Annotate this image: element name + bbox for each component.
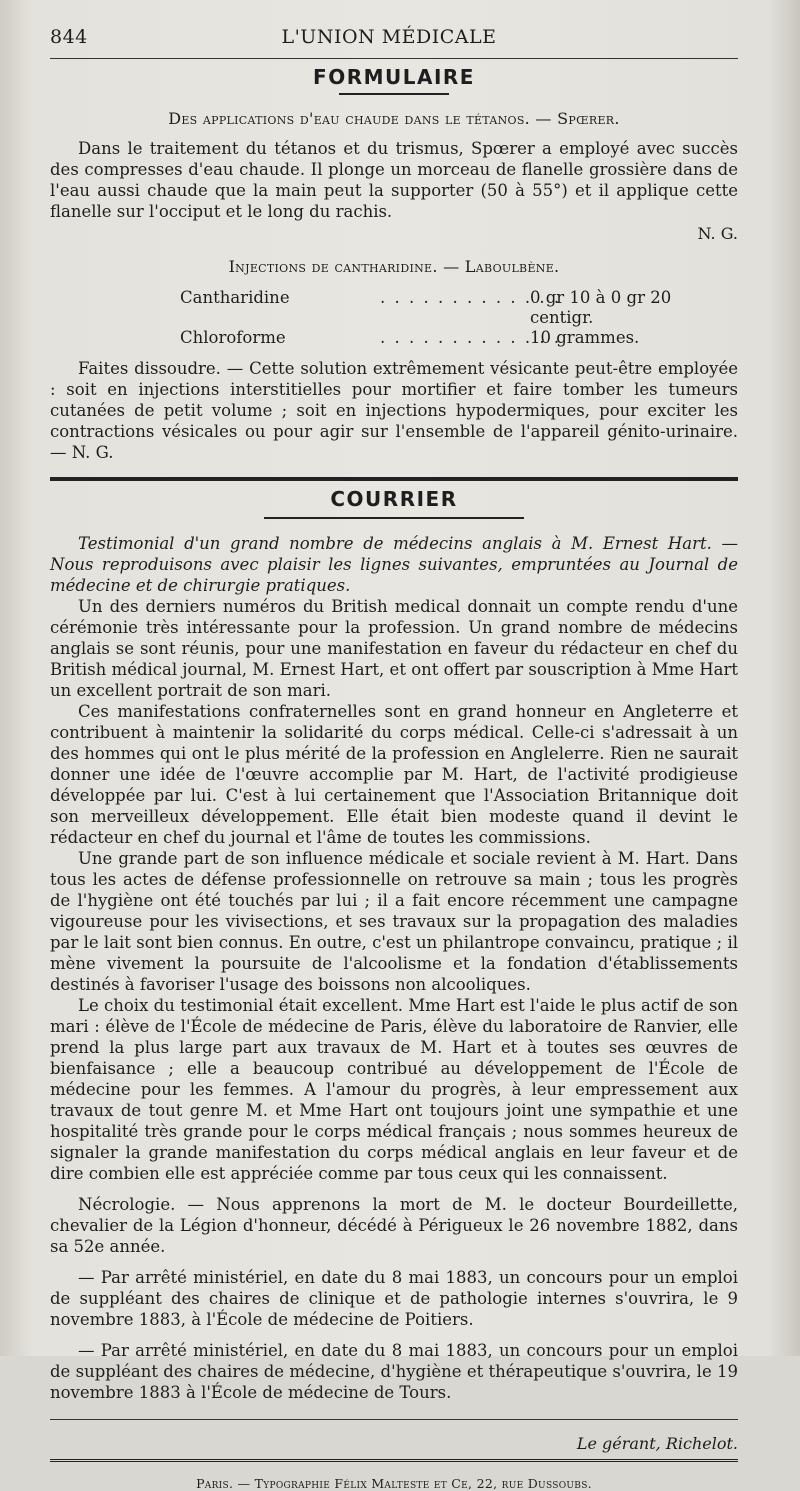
recipe-row (180, 288, 738, 328)
recipe-ingredient: Cantharidine (180, 288, 290, 307)
page-header (50, 26, 738, 48)
recipe-list (180, 288, 738, 348)
article2-heading: Injections de cantharidine. — Laboulbène. (228, 257, 560, 276)
recipe-row (180, 328, 738, 348)
arrete-notice-1: — Par arrêté ministériel, en date du 8 mai 1883, un concours pour un emploi de suppléant des chaires de clinique et de pathologie internes s'ouvrira, le 9 novembre 1883, à l'École de médecine de Poitiers. (50, 1268, 738, 1329)
courrier-paragraph: Une grande part de son influence médicale et sociale revient à M. Hart. Dans tous les actes de défense professionnelle on retrouve sa main ; tous les progrès de l'hygiène ont été touchés par lui ; il a fait encore récemment une campagne vigoureuse pour les vivisections, et ses travaux sur la propagation des maladies par le lait sont bien connus. En outre, c'est un philantrope convaincu, pratique ; il mène vivement la poursuite de l'alcoolisme et la fondation d'établissements destinés à favoriser l'usage des boissons non alcooliques. (50, 849, 738, 994)
courrier-paragraph: Le choix du testimonial était excellent. Mme Hart est l'aide le plus actif de son mari : élève de l'École de médecine de Paris, élève du laboratoire de Ranvier, elle prend la plus large part aux travaux de M. Hart et à toutes ses œuvres de bienfaisance ; elle a beaucoup contribué au développement de l'École de médecine pour les femmes. A l'amour du progrès, à leur empressement aux travaux de tout genre M. et Mme Hart ont toujours joint une sympathie et une hospitalité très grande pour le corps médical français ; nous sommes heureux de signaler la grande manifestation du corps médical anglais en leur faveur et de dire combien elle est appréciée comme par tous ceux qui les connaissent. (50, 996, 738, 1183)
article1-signature: N. G. (697, 224, 738, 243)
formulaire-title-rule (339, 93, 449, 95)
article1-body: Dans le traitement du tétanos et du trismus, Spœrer a employé avec succès des compresses d'eau chaude. Il plonge un morceau de flanelle grossière dans de l'eau aussi chaude que la main peut la supporter (50 à 55°) et il applique cette flanelle sur l'occiput et le long du rachis. (50, 139, 738, 221)
header-rule (50, 58, 738, 59)
arrete-notice-2: — Par arrêté ministériel, en date du 8 mai 1883, un concours pour un emploi de suppléant des chaires de médecine, d'hygiène et thérapeutique s'ouvrira, le 19 novembre 1883 à l'École de médecine de Tours. (50, 1341, 738, 1402)
courrier-intro: Testimonial d'un grand nombre de médecins anglais à M. Ernest Hart. — Nous reproduisons avec plaisir les lignes suivantes, empruntées au Journal de médecine et de chirurgie pratiques. (50, 534, 738, 595)
article2-body: Faites dissoudre. — Cette solution extrêmement vésicante peut-être employée : soit en injections interstitielles pour mortifier et faire tomber les tumeurs cutanées de petit volume ; soit en injections hypodermiques, pour exciter les contractions vésicales ou pour agir sur l'ensemble de l'appareil génito-urinaire. — N. G. (50, 359, 738, 462)
footer-rule (50, 1419, 738, 1420)
recipe-dots: . . . . . . . . . . . . . (380, 288, 562, 307)
recipe-ingredient: Chloroforme (180, 328, 286, 347)
page-number: 844 (50, 26, 88, 48)
section-divider (50, 477, 738, 481)
courrier-title: COURRIER (330, 487, 458, 511)
recipe-dose: 0 gr 10 à 0 gr 20 centigr. (530, 288, 672, 327)
necrologie-notice: Nécrologie. — Nous apprenons la mort de M. le docteur Bourdeillette, chevalier de la Légion d'honneur, décédé à Périgueux le 26 novembre 1882, dans sa 52e année. (50, 1195, 738, 1256)
formulaire-title: FORMULAIRE (313, 65, 475, 89)
printer-imprint: Paris. — Typographie Félix Malteste et Ce, 22, rue Dussoubs. (196, 1476, 592, 1491)
courrier-title-rule (264, 517, 524, 519)
imprint-rule (50, 1459, 738, 1464)
courrier-paragraph: Un des derniers numéros du British medical donnait un compte rendu d'une cérémonie très intéressante pour la profession. Un grand nombre de médecins anglais se sont réunis, pour une manifestation en faveur du rédacteur en chef du British médical journal, M. Ernest Hart, et ont offert par souscription à Mme Hart un excellent portrait de son mari. (50, 597, 738, 700)
gerant-signature: Le gérant, Richelot. (576, 1434, 738, 1453)
article1-heading: Des applications d'eau chaude dans le tétanos. — Spœrer. (168, 109, 620, 128)
recipe-dots: . . . . . . . . . . . . . (380, 328, 562, 347)
journal-title: L'UNION MÉDICALE (281, 26, 497, 48)
recipe-dose: 10 grammes. (530, 328, 640, 347)
courrier-paragraph: Ces manifestations confraternelles sont en grand honneur en Angleterre et contribuent à maintenir la solidarité du corps médical. Celle-ci s'adressait à un des hommes qui ont le plus mérité de la profession en Anglelerre. Rien ne saurait donner une idée de l'œuvre accomplie par M. Hart, de l'activité prodigieuse développée par lui. C'est à lui certainement que l'Association Britannique doit son merveilleux développement. Elle était bien modeste quand il devint le rédacteur en chef du journal et l'âme de toutes les commissions. (50, 702, 738, 847)
